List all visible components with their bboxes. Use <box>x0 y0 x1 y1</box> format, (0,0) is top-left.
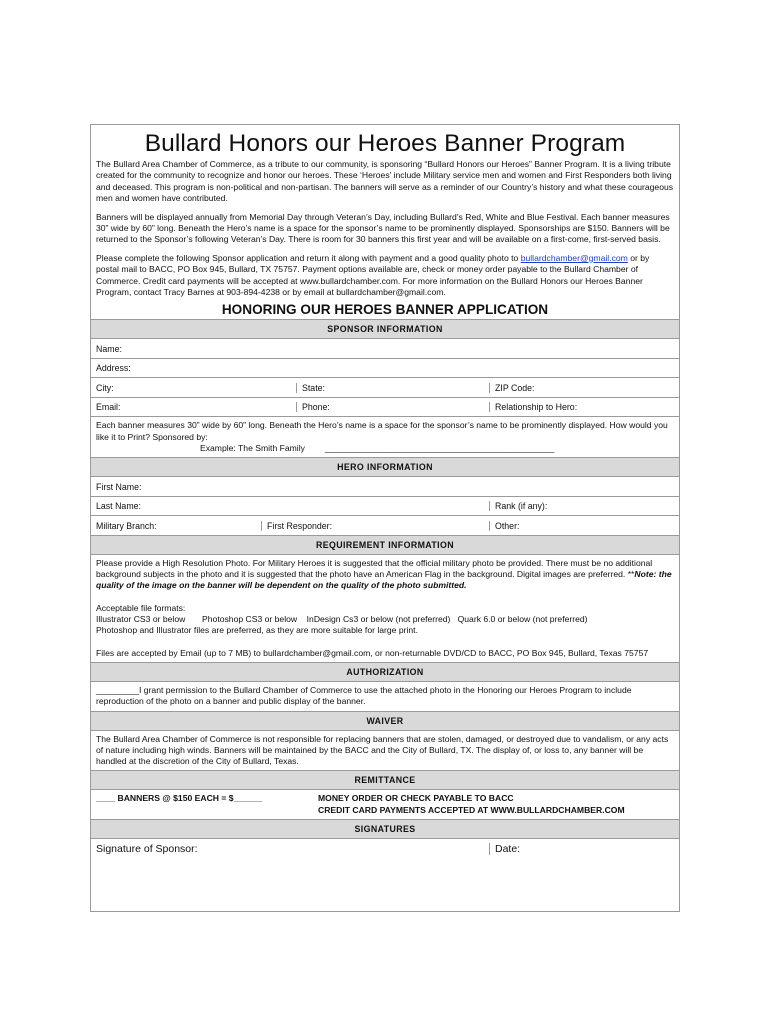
authorization-text[interactable]: _________I grant permission to the Bullard Chamber of Commerce to use the attached photo in the Honoring our Heroes Program to include reproduction of the photo on a banner and public display of the banner. <box>96 684 632 707</box>
requirement-row <box>91 554 679 662</box>
formats-line-2: Photoshop and Illustrator files are preferred, as they are more suitable for large print. <box>96 625 418 636</box>
sponsor-contact-row <box>91 397 679 417</box>
payment-instructions <box>313 790 679 819</box>
banner-print-note: Each banner measures 30” wide by 60” long. Beneath the Hero’s name is a space for the sponsor’s name to be prominently displayed. How would you like it to Print? Sponsored by: <box>96 420 668 442</box>
hero-last-name-row <box>91 496 679 516</box>
hero-last-name-field[interactable]: Last Name: <box>96 501 141 512</box>
sponsor-name-row[interactable] <box>91 338 679 358</box>
application-form <box>90 124 680 912</box>
banner-print-block[interactable] <box>91 417 679 457</box>
signature-date-field[interactable]: Date: <box>489 843 679 855</box>
sponsor-relationship-field[interactable]: Relationship to Hero: <box>489 402 679 412</box>
sponsor-section-header <box>91 319 679 338</box>
photo-quality-note: Note: the quality of the image on the banner will be dependent on the quality of the photo submitted. <box>96 569 672 591</box>
hero-branch-field[interactable]: Military Branch: <box>96 520 157 531</box>
sponsor-header-text: SPONSOR INFORMATION <box>327 324 443 335</box>
hero-other-field[interactable]: Other: <box>489 521 679 531</box>
waiver-header-text: WAIVER <box>366 715 404 726</box>
signatures-section-header <box>91 819 679 838</box>
hero-header-text: HERO INFORMATION <box>337 462 433 473</box>
sponsor-zip-field[interactable]: ZIP Code: <box>489 383 679 393</box>
waiver-row <box>91 730 679 771</box>
formats-line-1: Illustrator CS3 or below Photoshop CS3 or below InDesign Cs3 or below (not preferred) Quark 6.0 or below (not preferred) <box>96 614 588 625</box>
hero-branch-row <box>91 515 679 535</box>
signatures-header-text: SIGNATURES <box>354 824 416 835</box>
remittance-row <box>91 789 679 819</box>
photo-requirement-text: Please provide a High Resolution Photo. For Military Heroes it is suggested that the official military photo be provided. There must be no additional background subjects in the photo and it is suggested that the photo have an American Flag in the background. Digital images are preferred. ** <box>96 557 653 580</box>
banner-print-row <box>91 416 679 457</box>
authorization-header-text: AUTHORIZATION <box>346 666 424 677</box>
remittance-section-header <box>91 770 679 789</box>
hero-first-name-row[interactable] <box>91 476 679 496</box>
page-title: Bullard Honors our Heroes Banner Program <box>144 130 626 157</box>
requirement-block <box>91 555 679 662</box>
hero-section-header <box>91 457 679 476</box>
sponsor-address-field[interactable]: Address: <box>96 363 131 374</box>
formats-title: Acceptable file formats: <box>96 602 186 613</box>
files-accepted-text: Files are accepted by Email (up to 7 MB) to bullardchamber@gmail.com, or non-returnable DVD/CD to BACC, PO Box 945, Bullard, Texas 75757 <box>96 647 649 658</box>
waiver-section-header <box>91 711 679 730</box>
sponsor-state-field[interactable]: State: <box>296 383 489 393</box>
intro-paragraph-2: Banners will be displayed annually from Memorial Day through Veteran’s Day, including Bullard’s Red, White and Blue Festival. Each banner measures 30” wide by 60” long. Beneath the Hero’s name is a space for the sponsor’s name to be prominently displayed. Sponsorships are $150. Banners will be returned to the Sponsor’s following Veteran’s Day. There is room for 30 banners this first year and will be available on a first-come, first-served basis. <box>96 211 670 245</box>
hero-rank-field[interactable]: Rank (if any): <box>489 501 679 511</box>
remittance-header-text: REMITTANCE <box>354 775 416 786</box>
example-text: Example: The Smith Family <box>200 443 305 454</box>
application-title: HONORING OUR HEROES BANNER APPLICATION <box>221 302 549 318</box>
photo-requirement <box>96 558 674 592</box>
sponsor-city-field[interactable]: City: <box>96 382 114 393</box>
banner-print-example <box>96 443 674 454</box>
authorization-section-header <box>91 662 679 681</box>
intro-p3-post: or by postal mail to BACC, PO Box 945, Bullard, TX 75757. Payment options available are, check or money order payable to the Bullard Chamber of Commerce. Credit card payments will be accepted at www.bullardchamber.com. For more information on the Bullard Honors our Heroes Banner Program, contact Tracy Barnes at 903-894-4238 or by email at bullardchamber@gmail.com. <box>96 252 650 298</box>
check-payable-text: MONEY ORDER OR CHECK PAYABLE TO BACC <box>318 793 514 804</box>
signature-row <box>91 838 679 858</box>
hero-first-responder-field[interactable]: First Responder: <box>261 521 489 531</box>
intro-text <box>91 159 679 298</box>
intro-paragraph-3 <box>96 253 674 299</box>
requirement-section-header <box>91 535 679 554</box>
intro-paragraph-1: The Bullard Area Chamber of Commerce, as a tribute to our community, is sponsoring “Bullard Honors our Heroes” Banner Program. It is a living tribute created for the community to recognize and honor our heroes. These ‘Heroes’ include Military service men and women and First Responders both living and deceased. This program is non-political and non-partisan. The banners will serve as a reminder of our Country’s history and what these courageous men and women have contributed. <box>96 159 674 204</box>
banner-quantity-field[interactable]: ____ BANNERS @ $150 EACH = $______ <box>96 793 263 804</box>
sponsor-phone-field[interactable]: Phone: <box>296 402 489 412</box>
sponsor-city-row <box>91 377 679 397</box>
card-payment-text: CREDIT CARD PAYMENTS ACCEPTED AT WWW.BULLARDCHAMBER.COM <box>318 804 625 815</box>
waiver-text: The Bullard Area Chamber of Commerce is not responsible for replacing banners that are stolen, damaged, or destroyed due to vandalism, or any acts of nature including high winds. Banners will be maintained by the BACC and the City of Bullard, TX. The display of, or loss to, any banner will be handled at the discretion of the City of Bullard, Texas. <box>96 733 669 767</box>
authorization-row <box>91 681 679 711</box>
sponsor-name-field[interactable]: Name: <box>96 343 122 354</box>
sponsor-address-row[interactable] <box>91 358 679 378</box>
hero-first-name-field[interactable]: First Name: <box>96 481 142 492</box>
requirement-header-text: REQUIREMENT INFORMATION <box>315 539 455 550</box>
sponsor-email-field[interactable]: Email: <box>96 402 121 413</box>
email-link[interactable]: bullardchamber@gmail.com <box>520 252 628 263</box>
sponsor-signature-field[interactable]: Signature of Sponsor: <box>96 842 198 855</box>
intro-p3-pre: Please complete the following Sponsor application and return it along with payment and a good quality photo to <box>96 252 521 263</box>
sponsored-by-line[interactable]: ________________________________________________ <box>324 443 555 454</box>
